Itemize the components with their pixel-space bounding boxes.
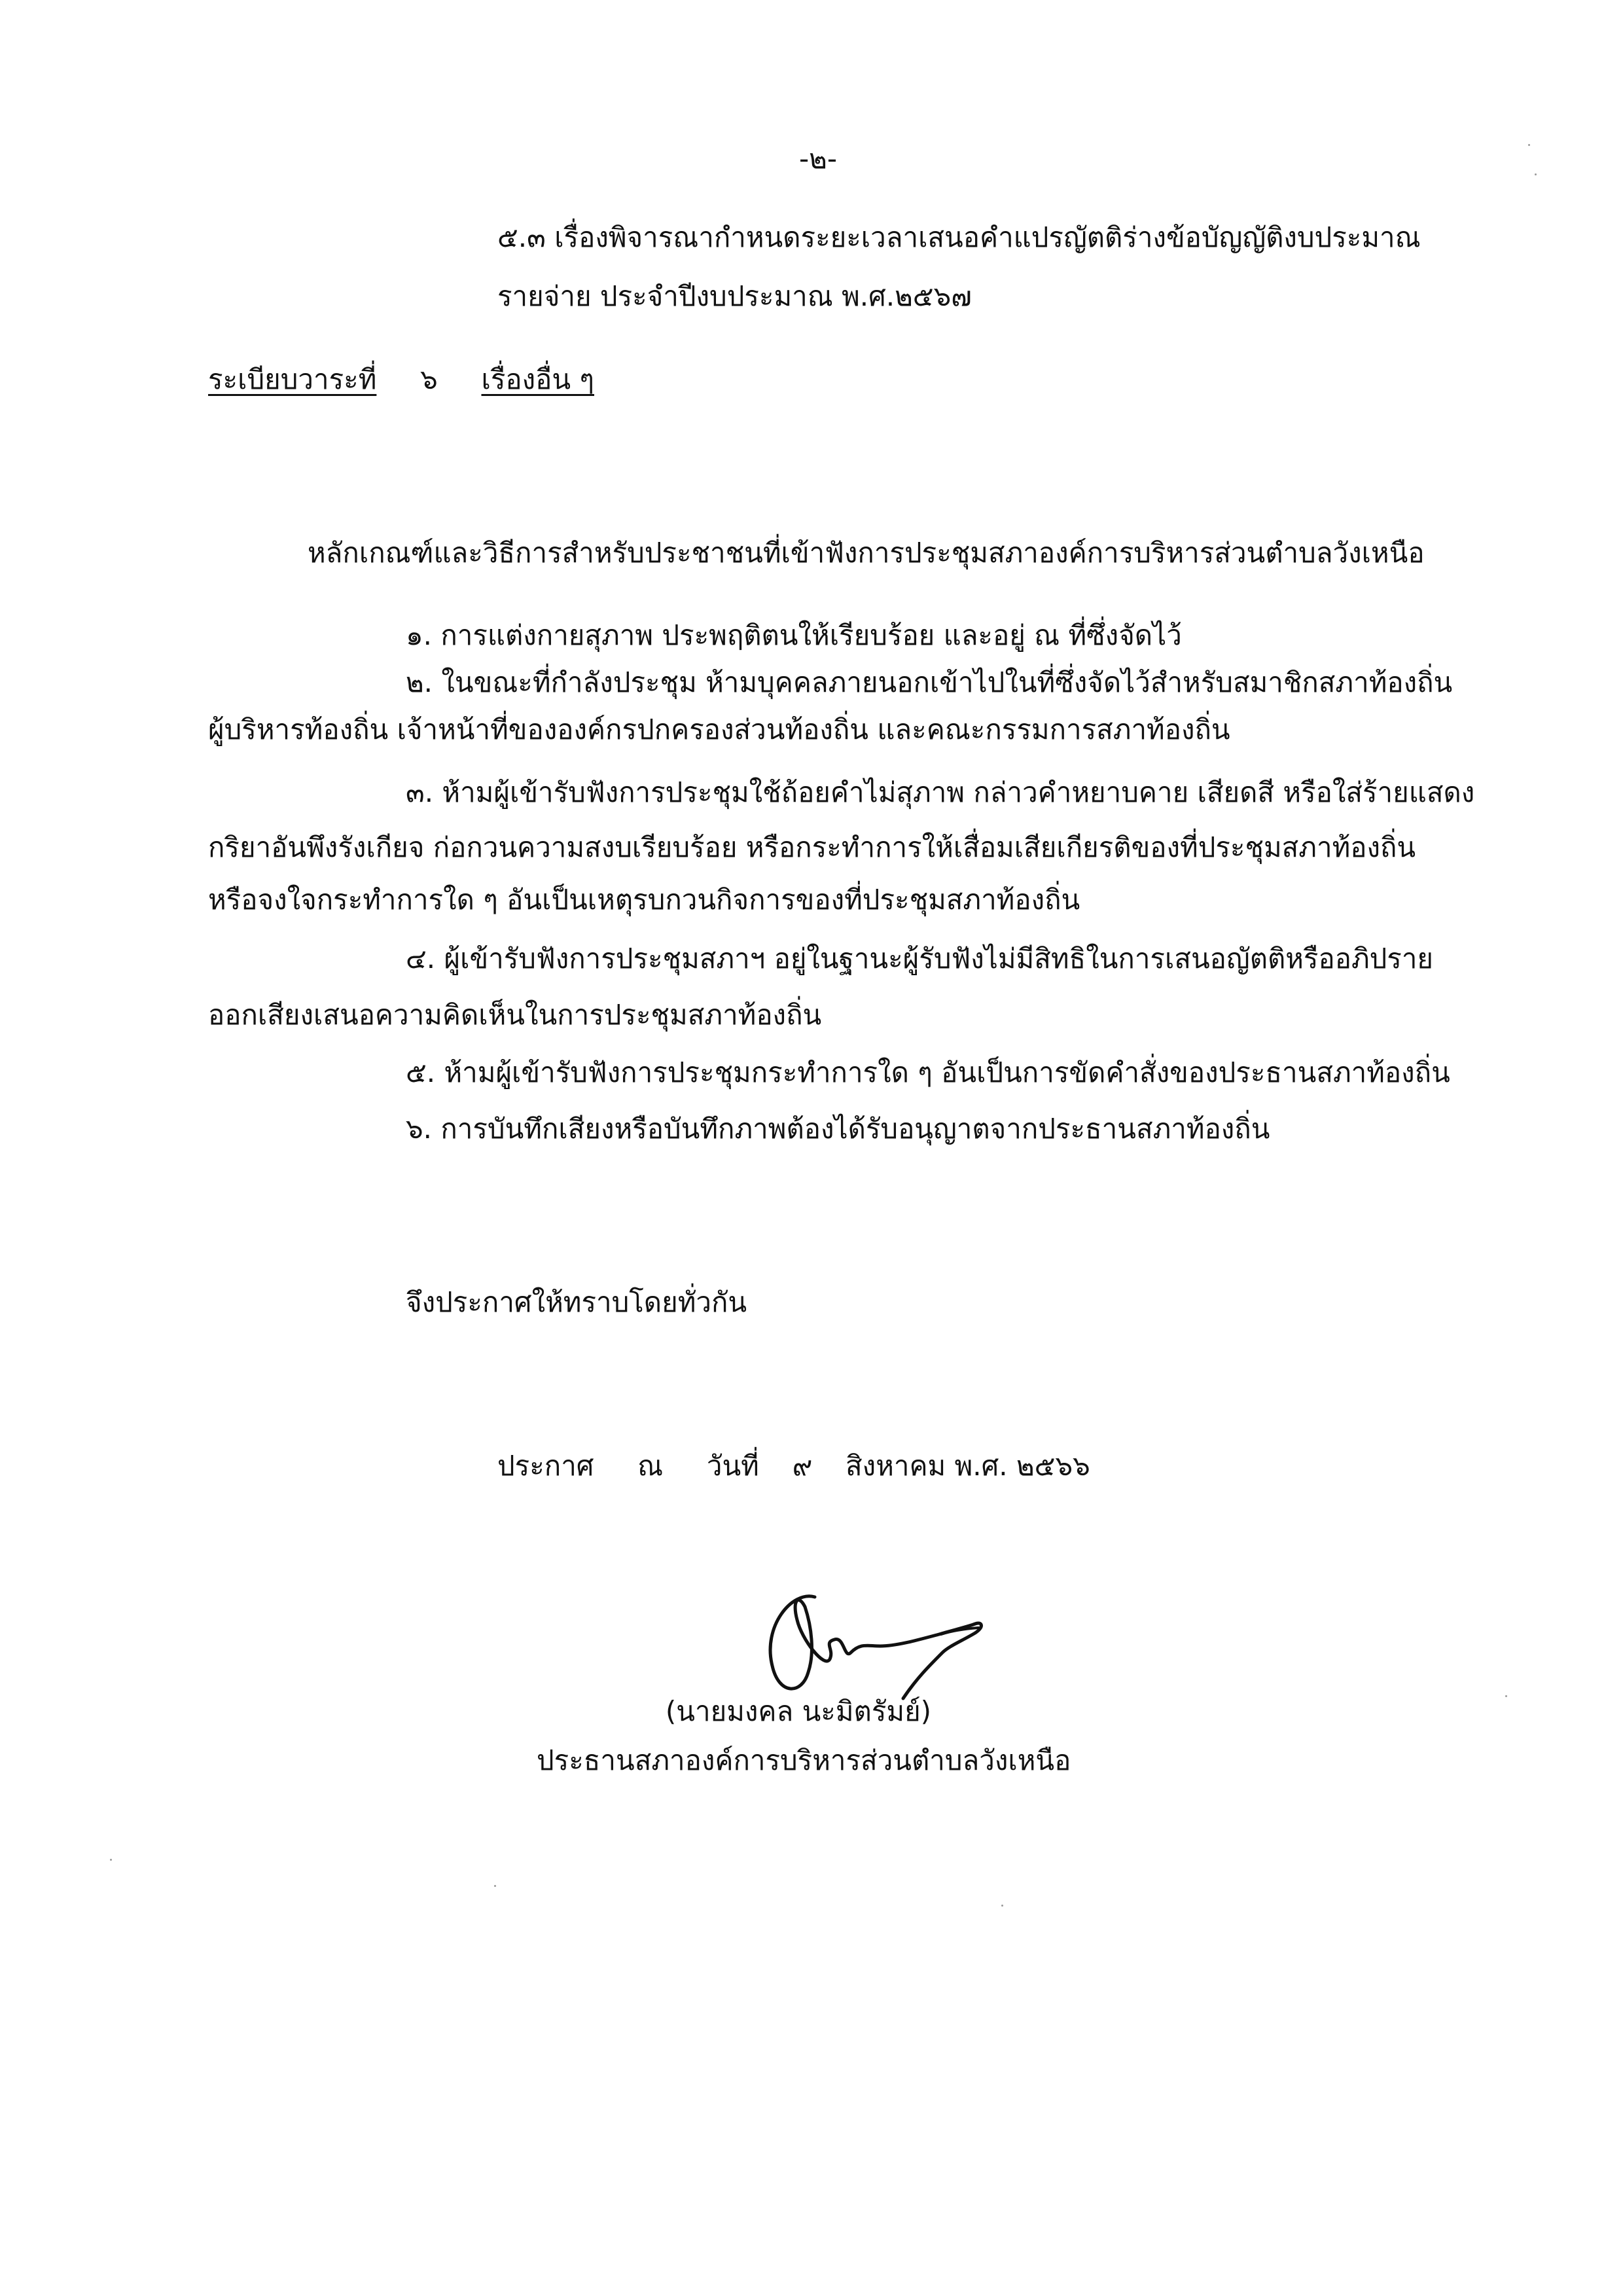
- signer-name: (นายมงคล นะมิตรัมย์): [665, 1695, 932, 1727]
- rule-2-line-1: ๒. ในขณะที่กำลังประชุม ห้ามบุคคลภายนอกเข้าไปในที่ซึ่งจัดไว้สำหรับสมาชิกสภาท้องถิ่น: [406, 666, 1453, 698]
- date-month-year: สิงหาคม พ.ศ. ๒๕๖๖: [846, 1450, 1090, 1482]
- agenda-6-number: ๖: [420, 363, 438, 395]
- announcement-text: จึงประกาศให้ทราบโดยทั่วกัน: [406, 1286, 747, 1318]
- date-day-label: วันที่: [706, 1450, 759, 1482]
- agenda-6-label: ระเบียบวาระที่: [208, 363, 377, 395]
- signer-position: ประธานสภาองค์การบริหารส่วนตำบลวังเหนือ: [537, 1744, 1071, 1776]
- rule-1: ๑. การแต่งกายสุภาพ ประพฤติตนให้เรียบร้อย และอยู่ ณ ที่ซึ่งจัดไว้: [406, 619, 1182, 651]
- scan-speck: [1001, 1905, 1003, 1907]
- rule-3-line-3: หรือจงใจกระทำการใด ๆ อันเป็นเหตุรบกวนกิจการของที่ประชุมสภาท้องถิ่น: [208, 884, 1080, 916]
- scan-speck: [1535, 173, 1537, 175]
- scan-speck: [494, 1885, 496, 1887]
- handwritten-signature: [753, 1581, 1001, 1712]
- rule-5: ๕. ห้ามผู้เข้ารับฟังการประชุมกระทำการใด ๆ อันเป็นการขัดคำสั่งของประธานสภาท้องถิ่น: [406, 1056, 1450, 1088]
- date-prefix: ประกาศ: [497, 1450, 594, 1482]
- rule-4-line-2: ออกเสียงเสนอความคิดเห็นในการประชุมสภาท้องถิ่น: [208, 999, 822, 1031]
- scan-speck: [1528, 144, 1530, 146]
- date-at: ณ: [637, 1450, 664, 1482]
- rule-3-line-1: ๓. ห้ามผู้เข้ารับฟังการประชุมใช้ถ้อยคำไม่สุภาพ กล่าวคำหยาบคาย เสียดสี หรือใส่ร้ายแสดง: [406, 776, 1475, 808]
- page-number: -๒-: [799, 143, 837, 175]
- agenda-6-heading: [208, 363, 594, 396]
- rules-heading: หลักเกณฑ์และวิธีการสำหรับประชาชนที่เข้าฟังการประชุมสภาองค์การบริหารส่วนตำบลวังเหนือ: [308, 537, 1425, 569]
- scan-speck: [1505, 1695, 1507, 1697]
- rule-3-line-2: กริยาอันพึงรังเกียจ ก่อกวนความสงบเรียบร้อย หรือกระทำการให้เสื่อมเสียเกียรติของที่ประชุมสภาท้องถิ่น: [208, 831, 1416, 863]
- scan-speck: [110, 1859, 112, 1861]
- rule-6: ๖. การบันทึกเสียงหรือบันทึกภาพต้องได้รับอนุญาตจากประธานสภาท้องถิ่น: [406, 1113, 1270, 1145]
- rule-2-line-2: ผู้บริหารท้องถิ่น เจ้าหน้าที่ขององค์กรปกครองส่วนท้องถิ่น และคณะกรรมการสภาท้องถิ่น: [208, 713, 1230, 745]
- agenda-5-3-line-2: รายจ่าย ประจำปีงบประมาณ พ.ศ.๒๕๖๗: [497, 280, 972, 312]
- rule-4-line-1: ๔. ผู้เข้ารับฟังการประชุมสภาฯ อยู่ในฐานะผู้รับฟังไม่มีสิทธิในการเสนอญัตติหรืออภิปราย: [406, 942, 1434, 975]
- date-day: ๙: [792, 1450, 813, 1482]
- agenda-5-3-line-1: ๕.๓ เรื่องพิจารณากำหนดระยะเวลาเสนอคำแปรญัตติร่างข้อบัญญัติงบประมาณ: [497, 221, 1421, 253]
- agenda-6-title: เรื่องอื่น ๆ: [481, 363, 594, 395]
- announcement-date: [497, 1450, 1090, 1482]
